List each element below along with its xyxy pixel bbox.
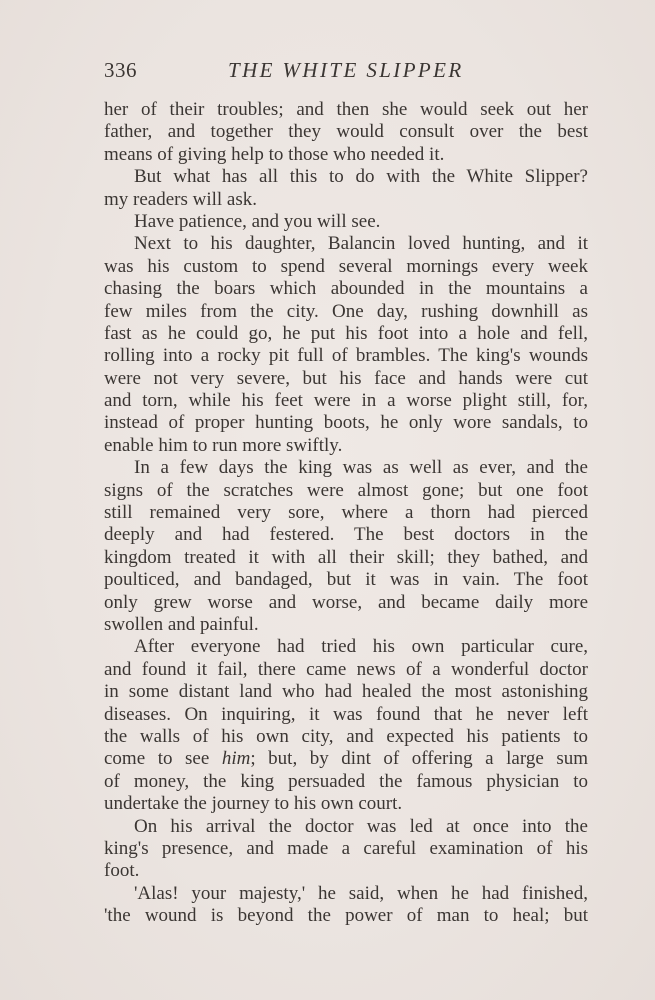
text-line (104, 748, 588, 770)
text-line: poulticed, and bandaged, but it was in vain. The foot (104, 569, 588, 591)
text-line: the walls of his own city, and expected his patients to (104, 725, 588, 747)
text-line: and torn, while his feet were in a worse plight still, for, (104, 390, 588, 412)
text-line: diseases. On inquiring, it was found that he never left (104, 703, 588, 725)
text-line: only grew worse and worse, and became daily more (104, 591, 588, 613)
running-title: THE WHITE SLIPPER (228, 58, 464, 82)
text-line: enable him to run more swiftly. (104, 434, 343, 456)
text-line: her of their troubles; and then she would seek out her (104, 99, 588, 120)
text-line: 'Alas! your majesty,' he said, when he had finished, (134, 882, 588, 904)
body-text (104, 99, 588, 927)
text-line: But what has all this to do with the White Slipper? (134, 166, 588, 188)
text-line: undertake the journey to his own court. (104, 793, 403, 815)
emphasis-text: him (221, 748, 251, 770)
text-line: Next to his daughter, Balancin loved hunting, and it (134, 233, 588, 255)
text-line: means of giving help to those who needed it. (104, 143, 445, 165)
page-header (104, 58, 588, 84)
text-line: 'the wound is beyond the power of man to heal; but (104, 905, 588, 927)
text-line: in some distant land who had healed the most astonishing (104, 681, 588, 703)
text-line: chasing the boars which abounded in the mountains a (104, 278, 588, 300)
text-line: few miles from the city. One day, rushing downhill as (104, 300, 588, 322)
text-line: foot. (104, 860, 140, 882)
text-segment: ; but, by dint of offering a large sum (250, 748, 588, 770)
page-number: 336 (104, 58, 137, 82)
text-line: king's presence, and made a careful examination of his (104, 837, 588, 859)
text-line: In a few days the king was as well as ever, and the (134, 457, 588, 479)
text-line: instead of proper hunting boots, he only wore sandals, to (104, 412, 588, 434)
text-line: deeply and had festered. The best doctors in the (104, 524, 588, 546)
text-line: still remained very sore, where a thorn had pierced (104, 502, 588, 524)
text-line: kingdom treated it with all their skill; they bathed, and (104, 546, 588, 568)
text-line: Have patience, and you will see. (134, 210, 381, 232)
text-line: my readers will ask. (104, 188, 258, 210)
text-line: signs of the scratches were almost gone; but one foot (104, 479, 588, 501)
text-line: swollen and painful. (104, 613, 259, 635)
text-line: On his arrival the doctor was led at once into the (134, 815, 588, 837)
text-line: were not very severe, but his face and hands were cut (104, 367, 588, 389)
text-line: father, and together they would consult over the best (104, 121, 588, 143)
text-line: of money, the king persuaded the famous physician to (104, 770, 588, 792)
text-line: was his custom to spend several mornings every week (104, 255, 588, 277)
text-line: and found it fail, there came news of a wonderful doctor (104, 658, 588, 680)
text-line: fast as he could go, he put his foot into a hole and fell, (104, 322, 588, 344)
text-line: After everyone had tried his own particular cure, (134, 636, 588, 658)
text-segment: come to see (104, 748, 222, 770)
text-line: rolling into a rocky pit full of brambles. The king's wounds (104, 345, 588, 367)
